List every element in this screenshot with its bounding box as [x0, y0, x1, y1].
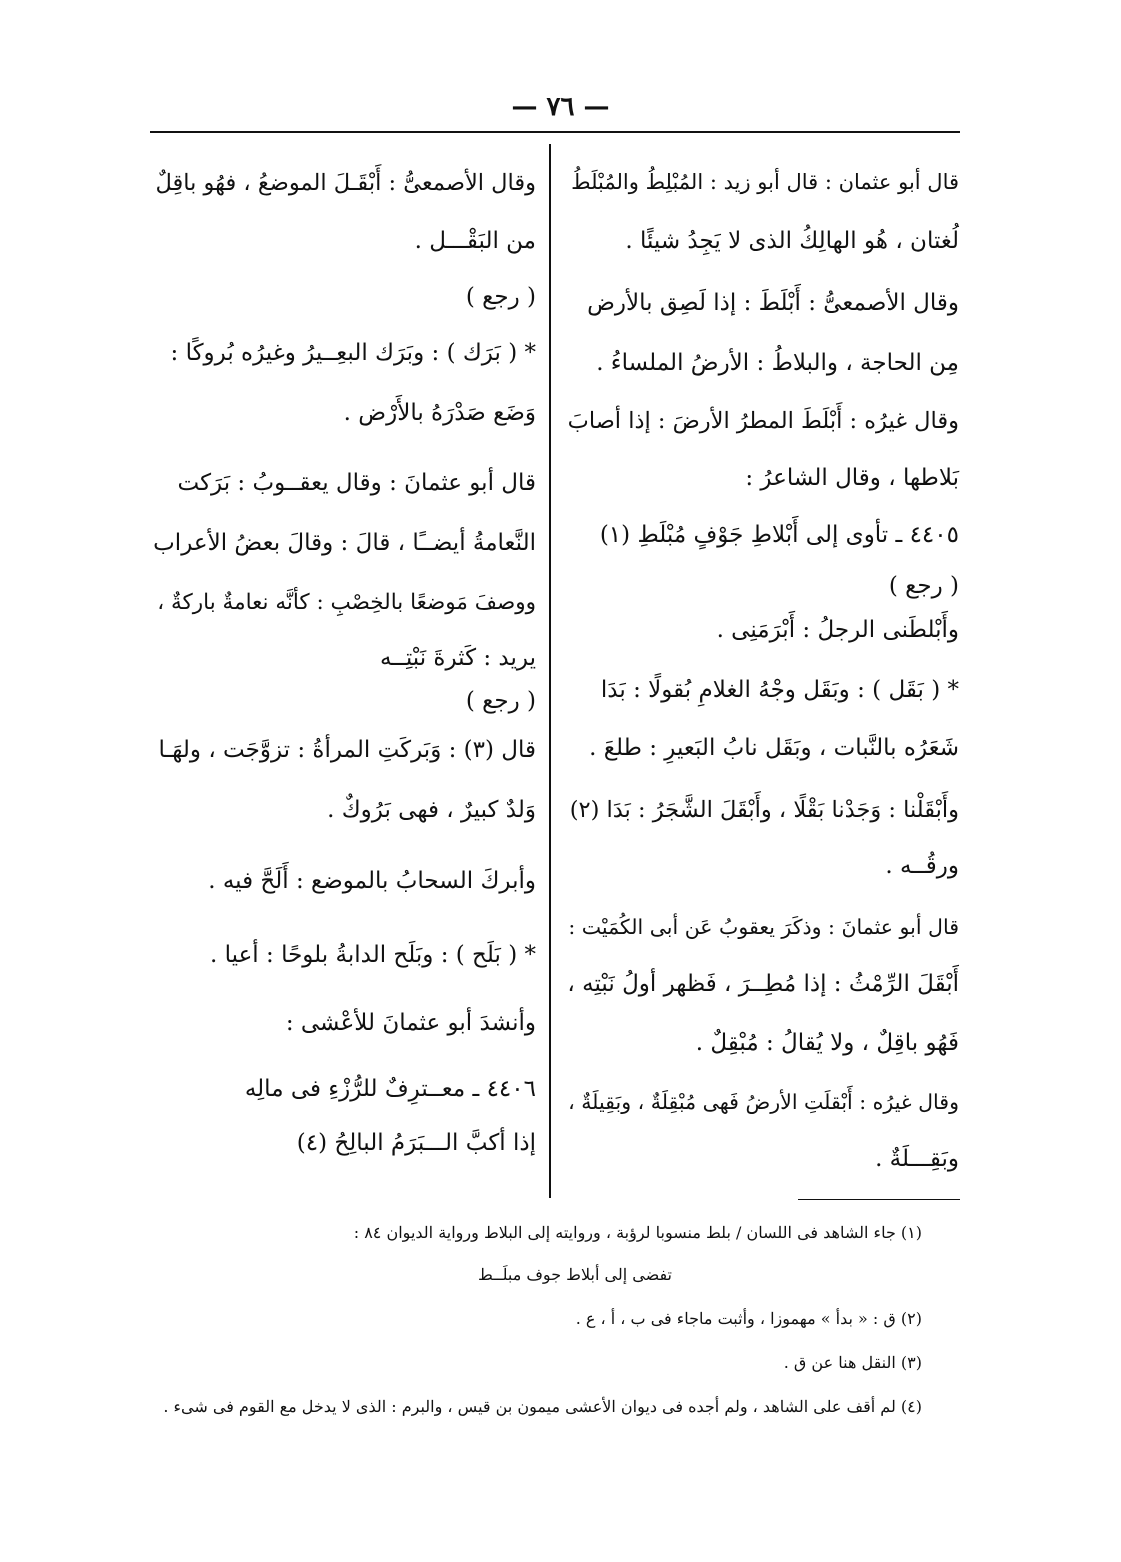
entry-heading-balah: * ( بَلَح ) : وبَلَح الدابةُ بلوحًا : أعيا .: [210, 942, 536, 968]
text-line: وقال غيرُه : أَبْلَطَ المطرُ الأرضَ : إذا أصابَ: [567, 408, 959, 434]
entry-heading-barak: * ( بَرَك ) : وبَرَك البعِــيرُ وغيرُه بُروكًا :: [170, 340, 536, 366]
text-line: وأَبْلطَنى الرجلُ : أَبْرَمَنِى .: [716, 617, 959, 643]
text-line: وأبركَ السحابُ بالموضع : أَلَحَّ فيه .: [208, 868, 536, 894]
text-line: ووصفَ مَوضعًا بالخِصْبِ : كأنَّه نعامةٌ باركةٌ ،: [157, 590, 536, 615]
text-line: أَبْقَلَ الرِّمْثُ : إذا مُطِــرَ ، فَظهر أولُ نَبْتِه ،: [567, 971, 959, 997]
text-line: النَّعامةُ أيضــًا ، قالَ : وقالَ بعضُ الأعراب: [153, 530, 536, 556]
text-line: من البَقْـــل .: [414, 228, 536, 254]
text-line: لُغتان ، هُو الهالِكُ الذى لا يَجِدُ شيئًا .: [625, 228, 959, 254]
text-line: فَهُو باقِلٌ ، ولا يُقالُ : مُبْقِلٌ .: [695, 1030, 959, 1056]
section-marker: ( رجع ): [465, 284, 536, 310]
verse-4405: ٤٤٠٥ ـ تأوى إلى أَبْلاطِ جَوْفٍ مُبْلَطِ (١): [599, 522, 959, 548]
text-line: ورقُــه .: [885, 853, 959, 879]
text-line: شَعَرُه بالنَّبات ، وبَقَل نابُ البَعيرِ : طلعَ .: [589, 735, 959, 761]
text-line: قال (٣) : وَبَركَتِ المرأةُ : تزوَّجَت ، ولهَـا: [158, 737, 536, 763]
text-line: يريد : كَثرةَ نَبْتِــه: [380, 645, 536, 671]
entry-heading-baqal: * ( بَقَل ) : وبَقَل وجْهُ الغلامِ بُقولًا : بَدَا: [600, 677, 959, 703]
footnote-3: (٣) النقل هنا عن ق .: [783, 1353, 922, 1372]
text-line: قال أبو عثمان : قال أبو زيد : المُبْلِطُ والمُبْلَطُ: [571, 170, 959, 194]
text-line: قال أبو عثمانَ : وقال يعقــوبُ : بَرَكت: [177, 470, 536, 496]
text-line: مِن الحاجة ، والبلاطُ : الأرضُ الملساءُ .: [596, 350, 959, 376]
column-divider: [549, 144, 551, 1198]
section-marker: ( رجع ): [465, 688, 536, 714]
verse-4406: ٤٤٠٦ ـ معــترِفٌ للرُّزْءِ فى مالِه: [244, 1076, 536, 1102]
text-line: وَلدٌ كبيرٌ ، فهى بَرُوكٌ .: [327, 797, 536, 823]
section-marker: ( رجع ): [888, 573, 959, 599]
text-line: وأنشدَ أبو عثمانَ للأعْشى :: [285, 1010, 536, 1036]
header-rule: [150, 131, 960, 133]
page-number: — ٧٦ —: [511, 92, 610, 122]
text-line: وأَبْقَلْنا : وَجَدْنا بَقْلًا ، وأَبْقَلَ الشَّجَرُ : بَدَا (٢): [569, 797, 959, 823]
footnote-1: (١) جاء الشاهد فى اللسان / بلط منسوبا لرؤبة ، وروايته إلى البلاط ورواية الديوان ٨٤ :: [353, 1223, 922, 1242]
text-line: قال أبو عثمانَ : وذكَرَ يعقوبُ عَن أبى الكُمَيْت :: [568, 915, 959, 939]
footnote-separator: [798, 1199, 960, 1200]
text-line: وقال غيرُه : أَبْقلَتِ الأرضُ فَهى مُبْقِلَةٌ ، وبَقِيلَةٌ ،: [568, 1090, 959, 1114]
text-line: وقال الأصمعىُّ : أَبْلَطَ : إذا لَصِق بالأرض: [587, 290, 959, 316]
text-line: وبَقِـــلَةٌ .: [875, 1146, 959, 1172]
text-line: وقال الأصمعىُّ : أَبْقَـلَ الموضعُ ، فهُو باقِلٌ: [155, 170, 536, 196]
verse-4406-second-hemistich: إذا أكبَّ الـــبَرَمُ البالِحُ (٤): [296, 1130, 536, 1156]
footnote-4: (٤) لم أقف على الشاهد ، ولم أجده فى ديوان الأعشى ميمون بن قيس ، والبرم : الذى لا يدخل مع القوم فى شىء .: [163, 1397, 922, 1416]
footnote-1-verse: تفضى إلى أبلاط جوف مبلَــط: [478, 1265, 672, 1284]
text-line: بَلاطها ، وقال الشاعرُ :: [745, 465, 959, 491]
footnote-2: (٢) ق : « بدأ » مهموزا ، وأثبت ماجاء فى ب ، أ ، ع .: [575, 1309, 922, 1328]
text-line: وَضَع صَدْرَهُ بالأَرْض .: [343, 400, 536, 426]
